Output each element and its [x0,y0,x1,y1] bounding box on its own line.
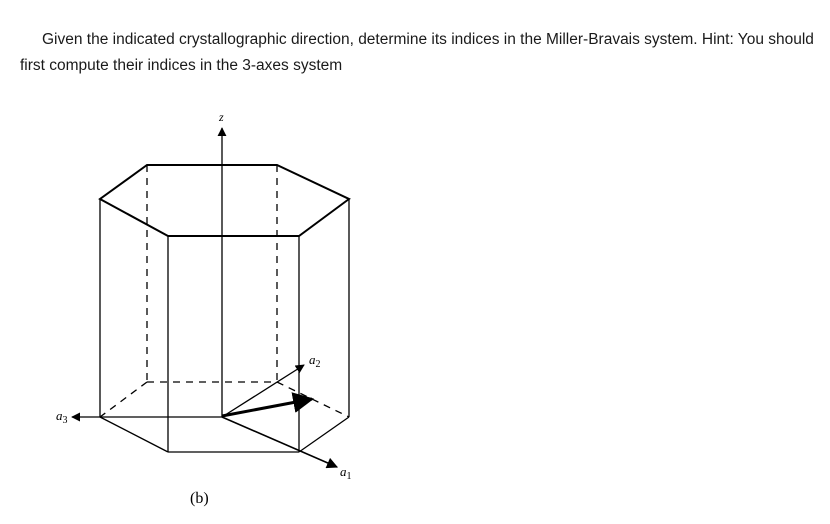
a3-axis-label: $a_3$ [56,408,68,426]
figure-caption: (b) [190,490,209,507]
a1-axis [222,417,337,467]
z-axis-label: z [219,110,224,124]
question-text: Given the indicated crystallographic direction, determine its indices in the Miller-Bravais system. Hint: You should first compute their indices in the 3-axes system [20,31,814,74]
a1-axis-label: $a_1$ [340,464,352,482]
a2-axis-label: $a_2$ [309,352,321,370]
top-hexagon [100,165,349,236]
hidden-edges [100,165,349,417]
bottom-edges [100,417,349,452]
